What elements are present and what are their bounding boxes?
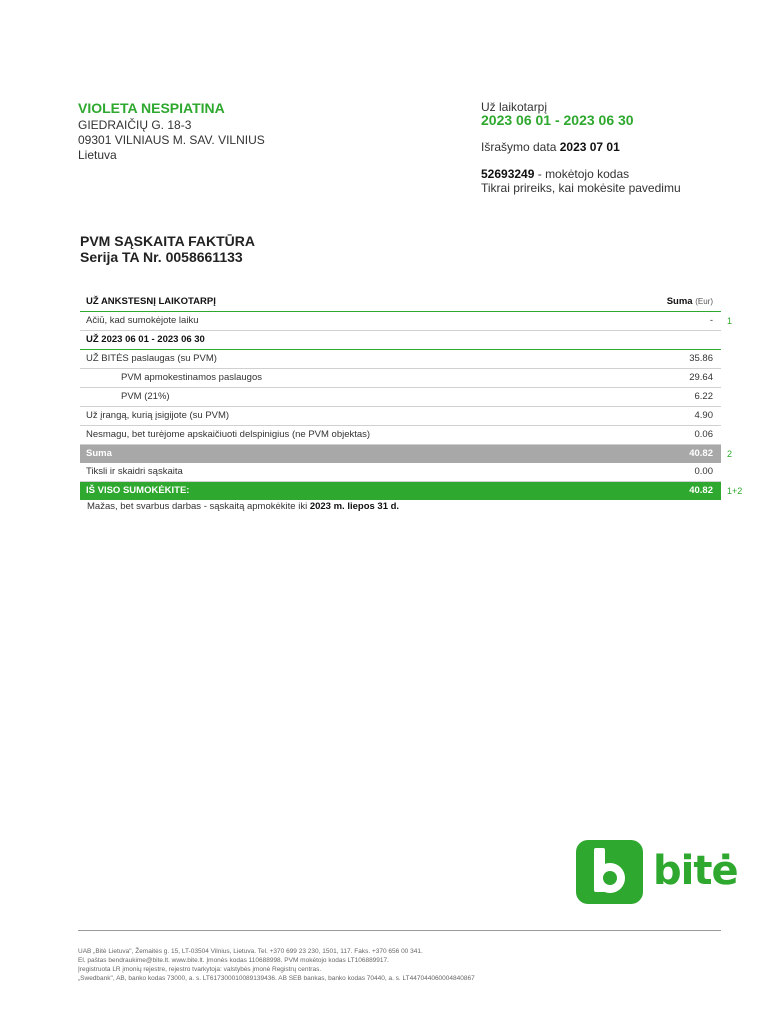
row-value: 35.86: [689, 353, 713, 364]
table-row: [80, 463, 721, 482]
deadline-prefix: Mažas, bet svarbus darbas - sąskaitą apmokėkite iki: [87, 501, 308, 512]
bite-logo: [576, 840, 738, 904]
amount-header-label: Suma: [666, 296, 693, 307]
table-row: [80, 407, 721, 426]
row-note: 1: [727, 316, 733, 326]
issue-date-value: 2023 07 01: [559, 140, 620, 154]
row-value: 40.82: [689, 448, 713, 459]
payment-deadline-note: [87, 501, 399, 512]
recipient-name: VIOLETA NESPIATINA: [78, 100, 225, 116]
footer-line-contacts: El. paštas bendraukime@bite.lt. www.bite.lt. Įmonės kodas 110688998. PVM mokėtojo kodas LT106889917.: [78, 957, 389, 964]
row-label: UŽ 2023 06 01 - 2023 06 30: [86, 334, 205, 345]
row-note: 2: [727, 449, 733, 459]
row-label: IŠ VISO SUMOKĖKITE:: [86, 485, 190, 496]
footer-divider: [78, 930, 721, 931]
total-row: [80, 482, 743, 500]
footer-line-banks: „Swedbank", AB, banko kodas 73000, a. s. LT617300010089139436. AB SEB bankas, banko kodas 70440, a. s. LT447044060004840867: [78, 975, 475, 982]
prev-period-header: UŽ ANKSTESNĮ LAIKOTARPĮ: [86, 296, 216, 307]
row-value: 0.00: [694, 466, 713, 477]
row-value: 4.90: [694, 410, 713, 421]
invoice-table: [80, 293, 743, 500]
row-label: Tiksli ir skaidri sąskaita: [86, 466, 183, 477]
payer-code: [481, 167, 629, 181]
footer-line-company: UAB „Bitė Lietuva", Žemaitės g. 15, LT-03504 Vilnius, Lietuva. Tel. +370 699 23 230, 1501, 117. Faks. +370 656 00 341.: [78, 948, 423, 955]
amount-header: [667, 293, 713, 311]
row-label: Nesmagu, bet turėjome apskaičiuoti delspinigius (ne PVM objektas): [86, 429, 371, 440]
row-value: 6.22: [694, 391, 713, 402]
bite-b-logo-icon: [576, 840, 643, 904]
row-value: -: [709, 315, 713, 326]
row-label: UŽ BITĖS paslaugas (su PVM): [86, 353, 217, 364]
recipient-street: GIEDRAIČIŲ G. 18-3: [78, 118, 192, 132]
row-label: PVM apmokestinamos paslaugos: [121, 372, 262, 383]
row-value: 0.06: [694, 429, 713, 440]
payer-code-hint: Tikrai prireiks, kai mokėsite pavedimu: [481, 181, 681, 195]
recipient-country: Lietuva: [78, 148, 117, 162]
period-range: 2023 06 01 - 2023 06 30: [481, 112, 634, 128]
issue-date-label: Išrašymo data: [481, 140, 557, 154]
subtotal-row: [80, 445, 733, 463]
currency-label: (Eur): [695, 297, 713, 306]
document-serial: Serija TA Nr. 0058661133: [80, 249, 243, 265]
document-title: PVM SĄSKAITA FAKTŪRA: [80, 233, 255, 249]
footer-line-registry: Įregistruota LR įmonių rejestre, rejestro tvarkytoja: valstybės įmonė Registrų centras.: [78, 966, 322, 973]
row-label: Suma: [86, 448, 112, 459]
table-row: [80, 331, 721, 350]
recipient-city: 09301 VILNIAUS M. SAV. VILNIUS: [78, 133, 265, 147]
deadline-date: 2023 m. liepos 31 d.: [309, 501, 400, 512]
payer-code-value: 52693249: [481, 167, 535, 181]
table-row: [80, 312, 733, 331]
table-row: [80, 350, 721, 369]
issue-date: [481, 140, 620, 154]
table-header: [80, 293, 721, 312]
row-value: 40.82: [689, 485, 713, 496]
row-value: 29.64: [689, 372, 713, 383]
bite-logo-text: bitė: [653, 848, 738, 894]
table-row: [80, 426, 721, 445]
payer-code-label: - mokėtojo kodas: [537, 167, 630, 181]
table-row: [80, 388, 721, 407]
row-label: Už įrangą, kurią įsigijote (su PVM): [86, 410, 230, 421]
period-label: Už laikotarpį: [481, 100, 548, 114]
row-note: 1+2: [727, 486, 743, 496]
table-row: [80, 369, 721, 388]
row-label: PVM (21%): [121, 391, 170, 402]
row-label: Ačiū, kad sumokėjote laiku: [86, 315, 199, 326]
